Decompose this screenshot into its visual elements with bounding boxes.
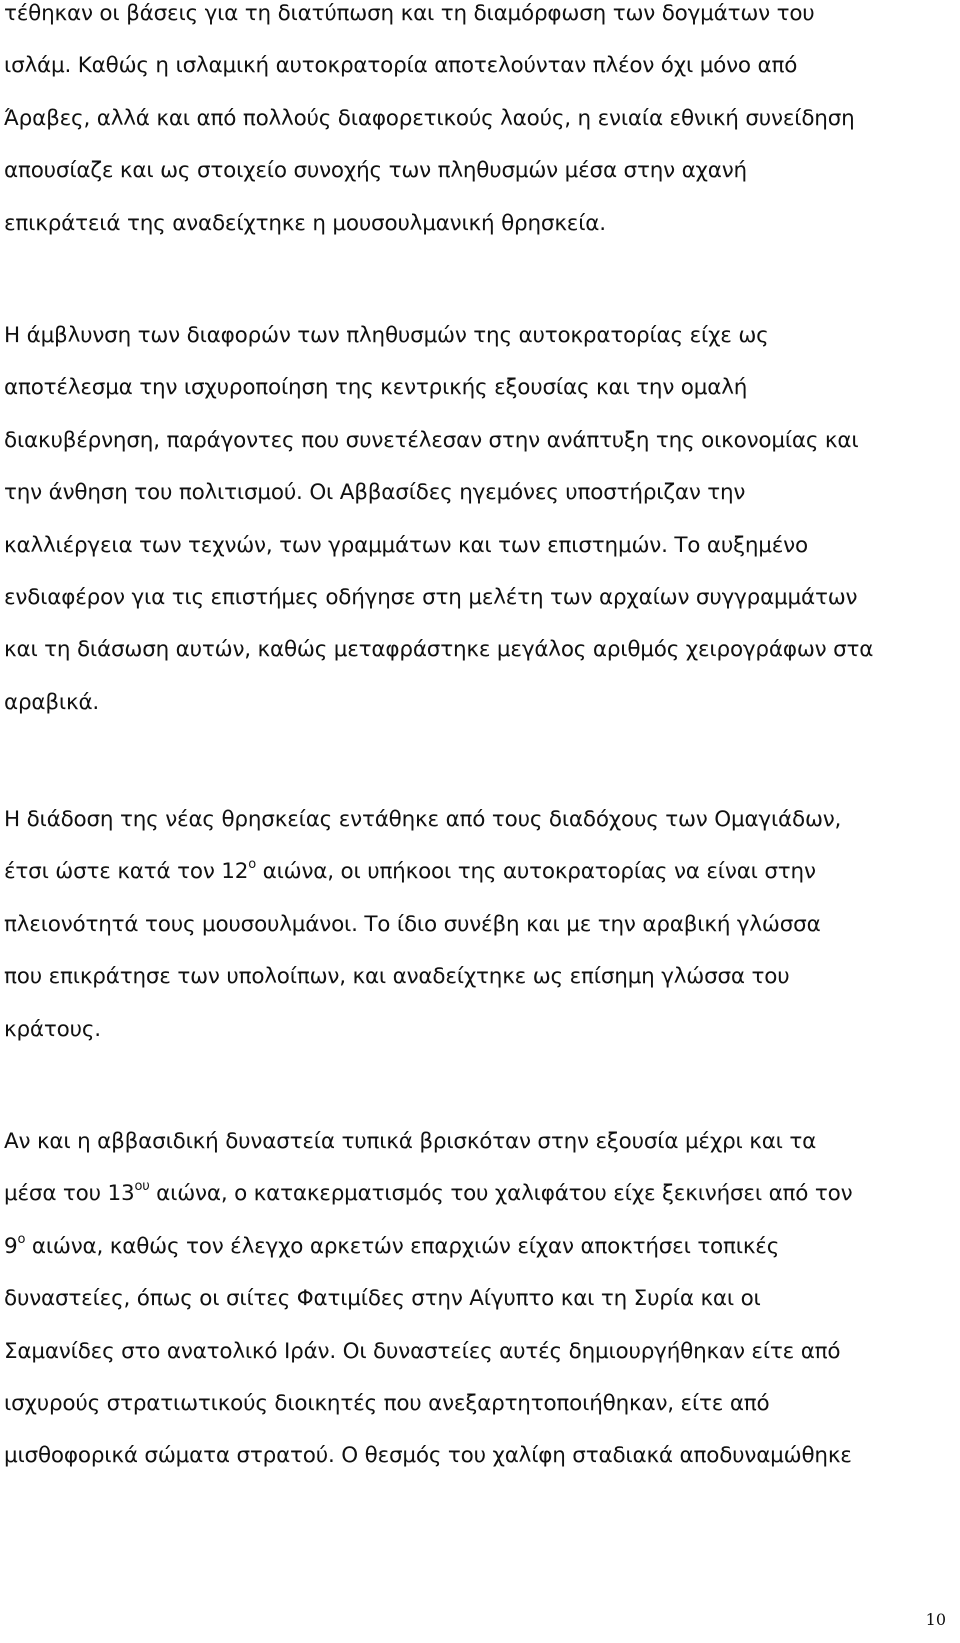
text-line: Σαμανίδες στο ανατολικό Ιράν. Οι δυναστείες αυτές δημιουργήθηκαν είτε από	[4, 1338, 841, 1364]
text-line: Η διάδοση της νέας θρησκείας εντάθηκε από τους διαδόχους των Ομαγιάδων,	[4, 807, 842, 832]
paragraph-2	[4, 310, 956, 729]
paragraph-1	[4, 0, 956, 250]
ordinal-superscript: ο	[248, 857, 256, 873]
text-line: $9^o$ αιώνα, καθώς τον έλεγχο αρκετών επαρχιών είχαν αποκτήσει τοπικές	[4, 1231, 780, 1259]
text-line: Αν και η αββασιδική δυναστεία τυπικά βρισκόταν στην εξουσία μέχρι και τα	[4, 1129, 817, 1154]
text-line: επικράτειά της αναδείχτηκε η μουσουλμανική θρησκεία.	[4, 210, 606, 236]
paragraph-4	[4, 1116, 956, 1483]
text-line: έτσι ώστε κατά τον $12^o$ αιώνα, οι υπήκοοι της αυτοκρατορίας να είναι στην	[4, 857, 816, 885]
text-line: τέθηκαν οι βάσεις για τη διατύπωση και τη διαμόρφωση των δογμάτων του	[4, 1, 815, 26]
text-line: αραβικά.	[4, 689, 100, 715]
paragraph-3	[4, 794, 956, 1056]
text-line: μισθοφορικά σώματα στρατού. Ο θεσμός του χαλίφη σταδιακά αποδυναμώθηκε	[4, 1443, 852, 1469]
text-line: μέσα του $13^{o\upsilon}$ αιώνα, ο κατακερματισμός του χαλιφάτου είχε ξεκινήσει από τον	[4, 1179, 853, 1207]
text-line: Άραβες, αλλά και από πολλούς διαφορετικούς λαούς, η ενιαία εθνική συνείδηση	[4, 105, 855, 131]
text-line: διακυβέρνηση, παράγοντες που συνετέλεσαν στην ανάπτυξη της οικονομίας και	[4, 427, 859, 453]
page-number: 10	[925, 1610, 946, 1629]
text-line: την άνθηση του πολιτισμού. Οι Αββασίδες ηγεμόνες υποστήριζαν την	[4, 480, 746, 506]
text-line: ενδιαφέρον για τις επιστήμες οδήγησε στη μελέτη των αρχαίων συγγραμμάτων	[4, 584, 858, 610]
text-line: ισλάμ. Καθώς η ισλαμική αυτοκρατορία αποτελούνταν πλέον όχι μόνο από	[4, 53, 798, 79]
text-line: απουσίαζε και ως στοιχείο συνοχής των πληθυσμών μέσα στην αχανή	[4, 158, 747, 184]
text-line: και τη διάσωση αυτών, καθώς μεταφράστηκε μεγάλος αριθμός χειρογράφων στα	[4, 637, 874, 663]
text-line: Η άμβλυνση των διαφορών των πληθυσμών της αυτοκρατορίας είχε ως	[4, 323, 769, 348]
text-line: αποτέλεσμα την ισχυροποίηση της κεντρικής εξουσίας και την ομαλή	[4, 375, 748, 401]
text-line: κράτους.	[4, 1016, 101, 1042]
text-line: ισχυρούς στρατιωτικούς διοικητές που ανεξαρτητοποιήθηκαν, είτε από	[4, 1390, 770, 1416]
text-line: δυναστείες, όπως οι σιίτες Φατιμίδες στην Αίγυπτο και τη Συρία και οι	[4, 1286, 761, 1312]
ordinal-superscript: ου	[134, 1179, 150, 1195]
text-line: καλλιέργεια των τεχνών, των γραμμάτων και των επιστημών. Το αυξημένο	[4, 532, 808, 558]
text-line: που επικράτησε των υπολοίπων, και αναδείχτηκε ως επίσημη γλώσσα του	[4, 964, 790, 990]
text-line: πλειονότητά τους μουσουλμάνοι. Το ίδιο συνέβη και με την αραβική γλώσσα	[4, 911, 821, 937]
ordinal-superscript: ο	[17, 1231, 26, 1247]
